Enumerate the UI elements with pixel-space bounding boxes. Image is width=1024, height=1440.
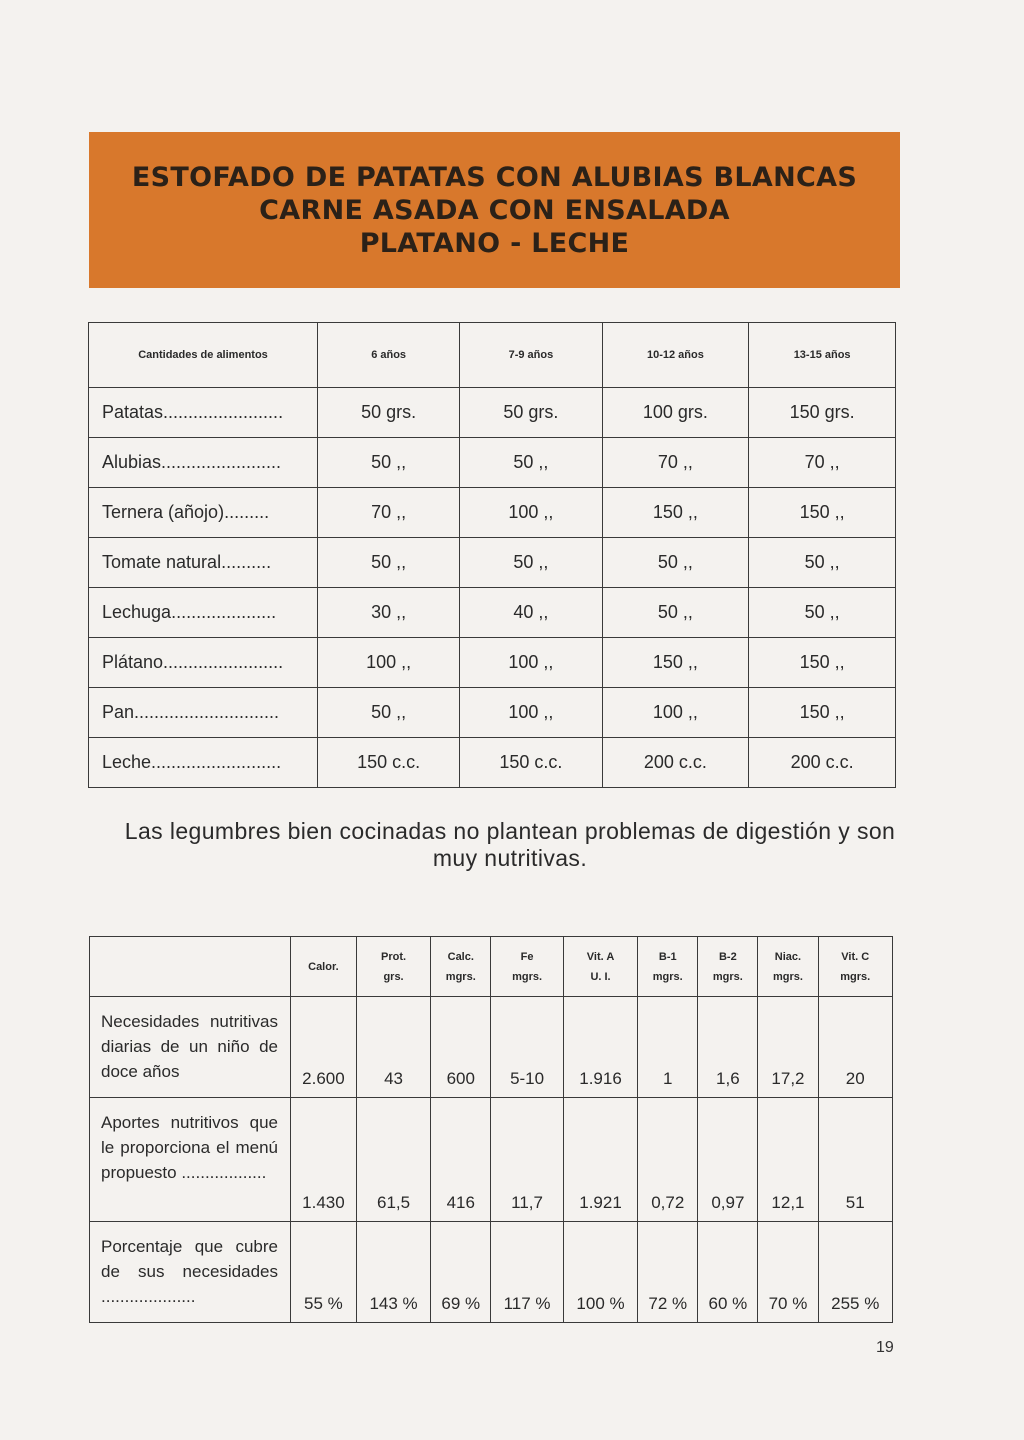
- nutrient-header-line: mgrs.: [772, 970, 803, 983]
- quantity-cell: 150 c.c.: [318, 738, 460, 788]
- table-row: [89, 638, 896, 688]
- quantity-cell: 50 ,,: [460, 538, 602, 588]
- nutrient-value: 70 %: [758, 1222, 818, 1323]
- nutrient-value: 143 %: [356, 1222, 430, 1323]
- food-name: Pan.............................: [89, 688, 318, 738]
- nutrient-value: 0,97: [698, 1098, 758, 1222]
- nutrient-value: 2.600: [291, 997, 357, 1098]
- title-line-3: PLATANO - LECHE: [359, 227, 630, 259]
- table-row: [90, 1222, 893, 1323]
- nutrient-header: [698, 937, 758, 997]
- nutrient-value: 20: [818, 997, 893, 1098]
- food-name: Leche..........................: [89, 738, 318, 788]
- age-header: 6 años: [318, 323, 460, 388]
- quantities-body: [89, 388, 896, 788]
- nutrient-header-line: Prot.: [381, 950, 407, 963]
- quantity-cell: 100 ,,: [460, 688, 602, 738]
- food-name: Plátano........................: [89, 638, 318, 688]
- quantity-cell: 150 ,,: [749, 638, 896, 688]
- quantity-cell: 40 ,,: [460, 588, 602, 638]
- food-name: Ternera (añojo).........: [89, 488, 318, 538]
- title-line-1: ESTOFADO DE PATATAS CON ALUBIAS BLANCAS: [131, 161, 858, 193]
- table-row: [89, 488, 896, 538]
- quantity-cell: 150 ,,: [602, 488, 749, 538]
- nutrient-value: 12,1: [758, 1098, 818, 1222]
- nutrient-header-line: Calor.: [308, 960, 339, 973]
- quantity-cell: 150 c.c.: [460, 738, 602, 788]
- quantity-cell: 100 ,,: [602, 688, 749, 738]
- nutrient-header-line: Vit. C: [841, 950, 870, 963]
- nutrient-header-line: Niac.: [774, 950, 802, 963]
- table-row: [89, 688, 896, 738]
- nutrient-header-line: Fe: [520, 950, 534, 963]
- food-name: Alubias........................: [89, 438, 318, 488]
- title-line-2: CARNE ASADA CON ENSALADA: [259, 194, 730, 226]
- nutrient-value: 11,7: [491, 1098, 564, 1222]
- nutrient-header: [291, 937, 357, 997]
- nutrient-header-line: grs.: [383, 970, 404, 983]
- food-name: Tomate natural..........: [89, 538, 318, 588]
- page-number: 19: [876, 1339, 894, 1356]
- nutrient-header-line: U. I.: [590, 970, 611, 983]
- nutrient-header: [638, 937, 698, 997]
- nutrient-value: 255 %: [818, 1222, 893, 1323]
- quantity-cell: 150 ,,: [749, 688, 896, 738]
- nutrient-header-line: B-2: [718, 950, 737, 963]
- table-row: [89, 438, 896, 488]
- row-label: Porcentaje que cubre de sus necesidades ....................: [90, 1222, 291, 1323]
- nutrient-value: 43: [356, 997, 430, 1098]
- quantity-cell: 150 ,,: [749, 488, 896, 538]
- age-header: 10-12 años: [602, 323, 749, 388]
- nutrition-body: [90, 997, 893, 1323]
- age-header: 7-9 años: [460, 323, 602, 388]
- table-row: [89, 588, 896, 638]
- nutrient-value: 60 %: [698, 1222, 758, 1323]
- nutrient-value: 100 %: [563, 1222, 637, 1323]
- nutrient-header: [758, 937, 818, 997]
- nutrient-value: 416: [431, 1098, 491, 1222]
- quantity-cell: 50 ,,: [749, 588, 896, 638]
- nutrient-header: [818, 937, 893, 997]
- nutrient-header-line: mgrs.: [445, 970, 476, 983]
- table-row: [90, 1098, 893, 1222]
- quantity-cell: 50 ,,: [318, 538, 460, 588]
- nutrient-value: 69 %: [431, 1222, 491, 1323]
- quantity-cell: 150 ,,: [602, 638, 749, 688]
- nutrition-header-row: [90, 937, 893, 997]
- row-label: Aportes nutritivos que le proporciona el menú propuesto ..................: [90, 1098, 291, 1222]
- quantity-cell: 200 c.c.: [749, 738, 896, 788]
- nutrient-header-line: mgrs.: [512, 970, 543, 983]
- quantity-cell: 200 c.c.: [602, 738, 749, 788]
- table-row: [89, 538, 896, 588]
- table-row: [90, 997, 893, 1098]
- nutrient-value: 0,72: [638, 1098, 698, 1222]
- nutrient-value: 1: [638, 997, 698, 1098]
- quantity-cell: 50 ,,: [602, 588, 749, 638]
- nutrient-header-line: Vit. A: [586, 950, 615, 963]
- nutrient-header: [356, 937, 430, 997]
- quantity-cell: 150 grs.: [749, 388, 896, 438]
- quantity-cell: 70 ,,: [749, 438, 896, 488]
- nutrient-value: 72 %: [638, 1222, 698, 1323]
- nutrient-header: [491, 937, 564, 997]
- nutrient-value: 5-10: [491, 997, 564, 1098]
- nutrition-corner-cell: [90, 937, 291, 997]
- nutrient-value: 1.916: [563, 997, 637, 1098]
- quantity-cell: 50 ,,: [318, 438, 460, 488]
- nutrient-value: 1,6: [698, 997, 758, 1098]
- quantity-cell: 50 grs.: [460, 388, 602, 438]
- nutrient-header: [431, 937, 491, 997]
- nutrient-value: 1.430: [291, 1098, 357, 1222]
- quantity-cell: 100 grs.: [602, 388, 749, 438]
- quantity-cell: 50 ,,: [318, 688, 460, 738]
- nutrient-value: 1.921: [563, 1098, 637, 1222]
- nutrient-header-line: mgrs.: [712, 970, 743, 983]
- row-label: Necesidades nutritivas diarias de un niño de doce años: [90, 997, 291, 1098]
- quantities-header-row: [89, 323, 896, 388]
- quantity-cell: 30 ,,: [318, 588, 460, 638]
- quantity-cell: 100 ,,: [460, 488, 602, 538]
- age-header: 13-15 años: [749, 323, 896, 388]
- nutrient-value: 17,2: [758, 997, 818, 1098]
- nutrient-header-line: mgrs.: [840, 970, 871, 983]
- quantity-cell: 50 grs.: [318, 388, 460, 438]
- nutrient-value: 55 %: [291, 1222, 357, 1323]
- table-row: [89, 738, 896, 788]
- nutrition-table: [89, 936, 893, 1323]
- note-text: Las legumbres bien cocinadas no plantean problemas de digestión y son muy nutritivas.: [124, 818, 896, 871]
- title-banner: [89, 132, 900, 288]
- nutrient-value: 51: [818, 1098, 893, 1222]
- nutrient-value: 600: [431, 997, 491, 1098]
- quantity-cell: 100 ,,: [318, 638, 460, 688]
- food-column-header: Cantidades de alimentos: [89, 323, 318, 388]
- table-row: [89, 388, 896, 438]
- quantity-cell: 50 ,,: [460, 438, 602, 488]
- quantity-cell: 50 ,,: [602, 538, 749, 588]
- nutrient-header-line: B-1: [658, 950, 677, 963]
- nutrient-value: 61,5: [356, 1098, 430, 1222]
- quantities-table: [88, 322, 896, 788]
- nutrient-value: 117 %: [491, 1222, 564, 1323]
- nutrient-header-line: mgrs.: [652, 970, 683, 983]
- nutrient-header: [563, 937, 637, 997]
- quantity-cell: 70 ,,: [602, 438, 749, 488]
- nutrient-header-line: Calc.: [447, 950, 474, 963]
- quantity-cell: 50 ,,: [749, 538, 896, 588]
- quantity-cell: 100 ,,: [460, 638, 602, 688]
- food-name: Patatas........................: [89, 388, 318, 438]
- food-name: Lechuga.....................: [89, 588, 318, 638]
- quantity-cell: 70 ,,: [318, 488, 460, 538]
